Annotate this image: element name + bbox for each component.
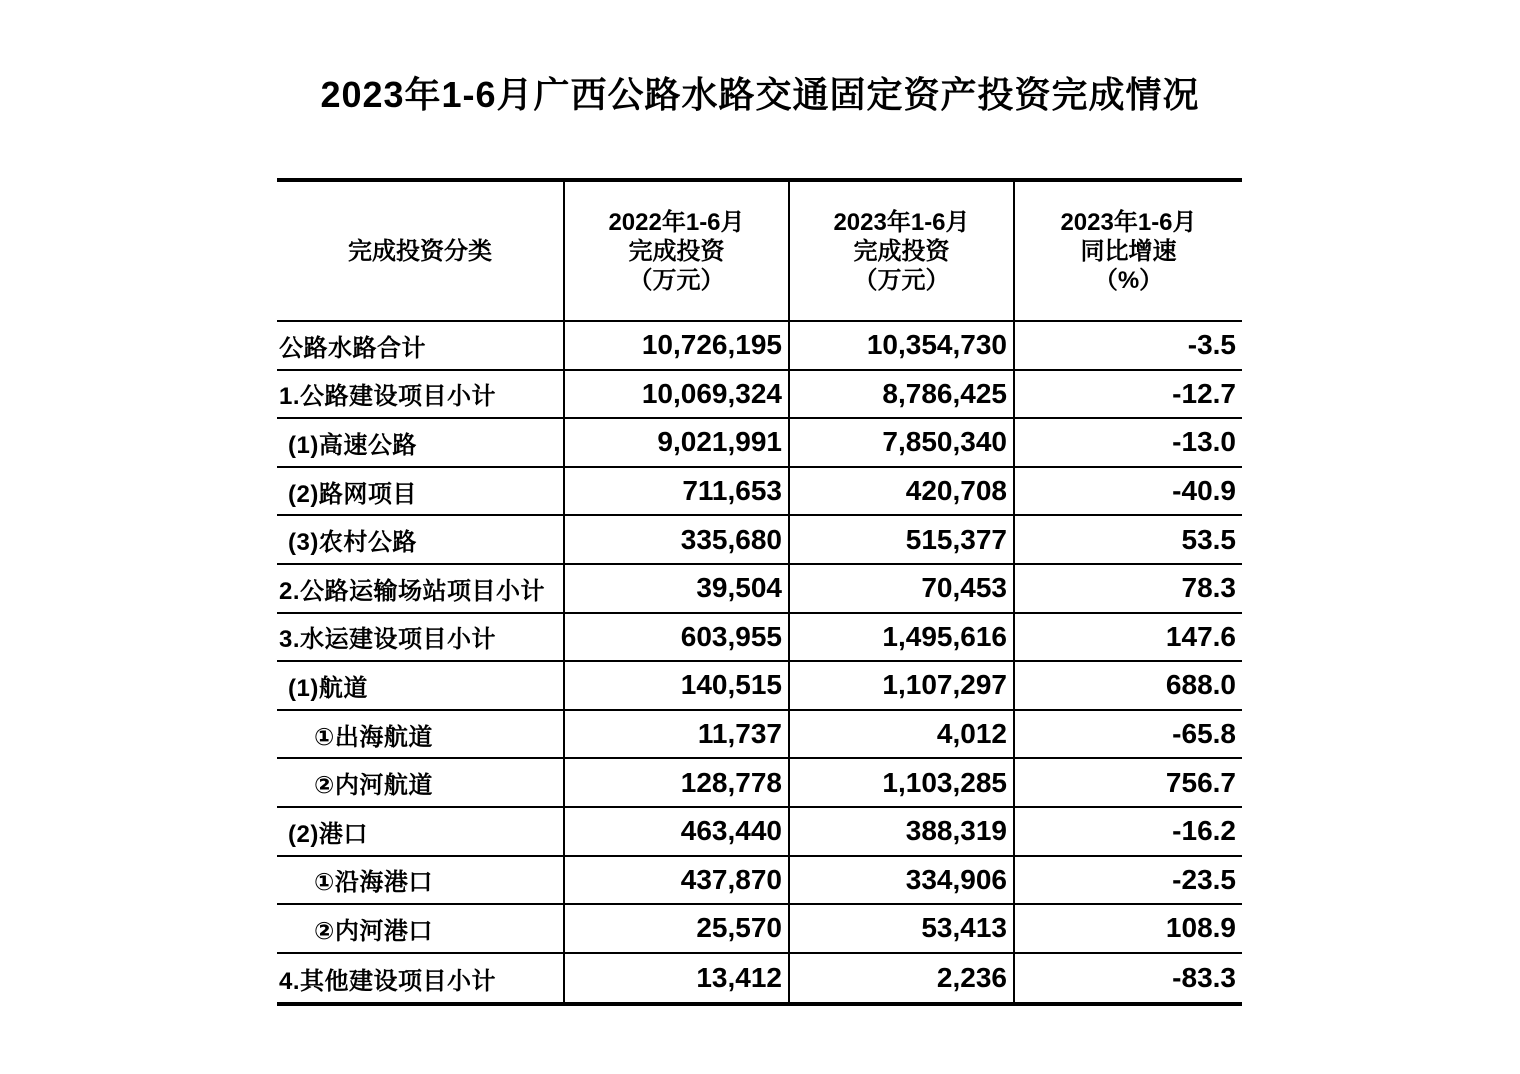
page-title: 2023年1-6月广西公路水路交通固定资产投资完成情况 (320, 74, 1200, 115)
header-line: 2023年1-6月 (833, 208, 970, 236)
value-2023: 1,103,285 (790, 759, 1015, 806)
header-category (277, 182, 565, 320)
row-label: ①出海航道 (277, 711, 565, 758)
value-growth: 688.0 (1165, 669, 1236, 701)
value-2023: 515,377 (790, 516, 1015, 563)
value-2023: 2,236 (790, 954, 1015, 1003)
value-2022: 39,504 (565, 565, 790, 612)
row-label: (1)高速公路 (277, 419, 565, 466)
value-2022: 10,726,195 (565, 322, 790, 369)
value-2022: 711,653 (565, 468, 790, 515)
value-growth: -16.2 (1172, 815, 1236, 847)
table-row (277, 468, 1242, 517)
value-growth: -83.3 (1172, 962, 1236, 994)
value-growth: -65.8 (1172, 718, 1236, 750)
value-growth: 756.7 (1165, 766, 1236, 798)
table-row (277, 711, 1242, 760)
value-growth: 78.3 (1181, 572, 1236, 604)
table-row (277, 808, 1242, 857)
header-line: （万元） (853, 266, 950, 294)
value-2022: 140,515 (565, 662, 790, 709)
value-2023: 334,906 (790, 857, 1015, 904)
value-growth: -13.0 (1172, 426, 1236, 458)
value-2023: 8,786,425 (790, 371, 1015, 418)
value-2023: 1,495,616 (790, 614, 1015, 661)
header-category-label: 完成投资分类 (348, 237, 492, 265)
header-line: （%） (1093, 266, 1164, 294)
table-header-row (277, 182, 1242, 322)
header-line: （万元） (628, 266, 725, 294)
header-line: 2023年1-6月 (1060, 208, 1197, 236)
value-growth: 53.5 (1181, 523, 1236, 555)
value-2023: 420,708 (790, 468, 1015, 515)
value-2022: 11,737 (565, 711, 790, 758)
table-row (277, 322, 1242, 371)
row-label: 2.公路运输场站项目小计 (277, 565, 565, 612)
table-row (277, 857, 1242, 906)
value-growth: -12.7 (1172, 377, 1236, 409)
row-label: 4.其他建设项目小计 (277, 954, 565, 1003)
value-2022: 463,440 (565, 808, 790, 855)
header-2023-investment (790, 182, 1015, 320)
table-row (277, 759, 1242, 808)
value-2022: 10,069,324 (565, 371, 790, 418)
row-label: (2)路网项目 (277, 468, 565, 515)
table-row (277, 662, 1242, 711)
value-2022: 335,680 (565, 516, 790, 563)
value-growth: 147.6 (1165, 620, 1236, 652)
row-label: ②内河港口 (277, 905, 565, 952)
investment-table (277, 178, 1242, 1006)
value-2023: 70,453 (790, 565, 1015, 612)
value-2022: 13,412 (565, 954, 790, 1003)
value-2023: 388,319 (790, 808, 1015, 855)
value-2023: 1,107,297 (790, 662, 1015, 709)
value-growth: -40.9 (1172, 475, 1236, 507)
table-row (277, 516, 1242, 565)
value-2023: 53,413 (790, 905, 1015, 952)
header-2022-investment (565, 182, 790, 320)
row-label: 公路水路合计 (277, 322, 565, 369)
table-row (277, 565, 1242, 614)
value-growth: -3.5 (1187, 329, 1236, 361)
table-row (277, 954, 1242, 1003)
row-label: (1)航道 (277, 662, 565, 709)
table-row (277, 905, 1242, 954)
row-label: (3)农村公路 (277, 516, 565, 563)
value-2022: 437,870 (565, 857, 790, 904)
header-line: 完成投资 (628, 237, 725, 265)
value-2022: 25,570 (565, 905, 790, 952)
row-label: ②内河航道 (277, 759, 565, 806)
table-row (277, 371, 1242, 420)
table-row (277, 614, 1242, 663)
row-label: (2)港口 (277, 808, 565, 855)
value-2023: 7,850,340 (790, 419, 1015, 466)
header-line: 2022年1-6月 (608, 208, 745, 236)
header-line: 同比增速 (1080, 237, 1177, 265)
row-label: 1.公路建设项目小计 (277, 371, 565, 418)
header-line: 完成投资 (853, 237, 950, 265)
value-2023: 10,354,730 (790, 322, 1015, 369)
value-2023: 4,012 (790, 711, 1015, 758)
value-growth: 108.9 (1165, 912, 1236, 944)
value-2022: 128,778 (565, 759, 790, 806)
table-row (277, 419, 1242, 468)
header-growth-rate (1015, 182, 1242, 320)
value-growth: -23.5 (1172, 863, 1236, 895)
value-2022: 603,955 (565, 614, 790, 661)
row-label: 3.水运建设项目小计 (277, 614, 565, 661)
row-label: ①沿海港口 (277, 857, 565, 904)
value-2022: 9,021,991 (565, 419, 790, 466)
